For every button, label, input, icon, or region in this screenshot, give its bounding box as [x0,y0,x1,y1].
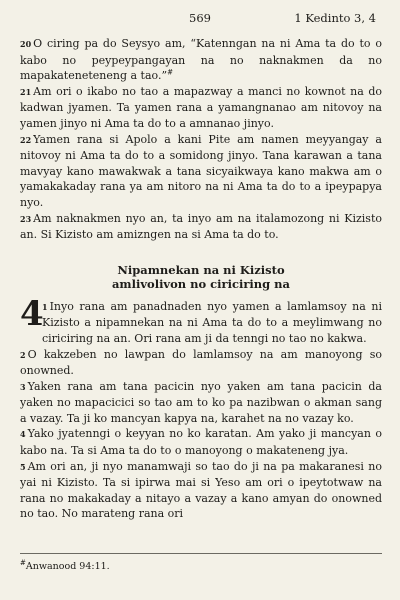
verse-22 [20,132,382,211]
footnote-marker[interactable]: # [167,68,173,77]
verse-number: 2 [20,349,26,360]
verse-2 [20,347,382,379]
verse-number: 23 [20,213,32,224]
section-heading-line2: amlivolivon no ciriciring na [111,277,290,292]
verse-number: 4 [20,429,26,440]
verse-3 [20,379,382,427]
page-header [0,11,400,27]
verse-text: Am ori o ikabo no tao a mapazway a manci no kownot na do kadwan jyamen. Ta yamen rana a yamangnanao am nitovoy na yamen jinyo ni Ama ta do to a amnanao jinyo. [20,84,382,130]
footnote-text: Anwanood 94:11. [25,561,110,572]
section-heading [20,263,382,292]
verse-21 [20,84,382,132]
verse-text: Yako jyatenngi o keyyan no ko karatan. Am yako ji mancyan o kabo na. Ta si Ama ta do to o manoyong o makateneng jya. [20,427,382,458]
verse-text: O ciring pa do Seysyo am, “Katenngan na ni Ama ta do to o kabo no peypeypangayan na no naknakmen da no mapakateneteneng a tao.” [20,37,382,83]
verse-5 [20,459,382,522]
page-body [20,36,382,522]
verse-number: 3 [20,381,26,392]
verse-number: 22 [20,134,32,145]
verse-text: Yamen rana si Apolo a kani Pite am namen meyyangay a nitovoy ni Ama ta do to a somidong jinyo. Tana karawan a tana mavyay kano mawakwak a tana sicyaikwaya kano makwa am o yamakakaday rana ya am nitoro na ni Ama ta do to a ipeypapya nyo. [20,132,382,209]
verse-number: 1 [42,301,48,312]
footnote-divider [20,553,382,554]
running-head: 1 Kedinto 3, 4 [294,11,376,25]
verse-23 [20,211,382,243]
verse-number: 21 [20,86,32,97]
verse-text: Am ori an, ji nyo manamwaji so tao do ji na pa makaranesi no yai ni Kizisto. Ta si ipirwa mai si Yeso am ori o ipeytotwaw na rana no makakaday a nitayo a vazay a kano amyan do onowned no tao. No marateng rana ori [20,459,382,521]
footnote [20,560,382,573]
verse-number: 20 [20,39,32,49]
verse-text: Yaken rana am tana pacicin nyo yaken am tana pacicin da yaken no mapacicici so tao am to ko pa nazibwan o akman sang a vazay. Ta ji ko mancyan kapya na, karahet na no vazay ko. [20,379,382,425]
verse-text: O kakzeben no lawpan do lamlamsoy na am manoyong so onowned. [20,347,382,378]
footnote-marker: # [20,558,26,567]
chapter-4-verse-1 [20,293,382,347]
section-heading-line1: Nipamnekan na ni Kizisto [117,262,285,277]
verse-text: Am naknakmen nyo an, ta inyo am na italamozong ni Kizisto an. Si Kizisto am amizngen na si Ama ta do to. [20,211,382,242]
verse-20 [20,36,382,84]
verse-4 [20,426,382,458]
verse-number: 5 [20,461,26,472]
page-number: 569 [189,11,211,25]
chapter-number-dropcap: 4 [20,293,44,334]
verse-text: Inyo rana am panadnaden nyo yamen a lamlamsoy na ni Kizisto a nipamnekan na ni Ama ta do to a meylimwang no ciriciring na an. Ori rana am ji da tenngi no tao no kakwa. [42,299,382,345]
